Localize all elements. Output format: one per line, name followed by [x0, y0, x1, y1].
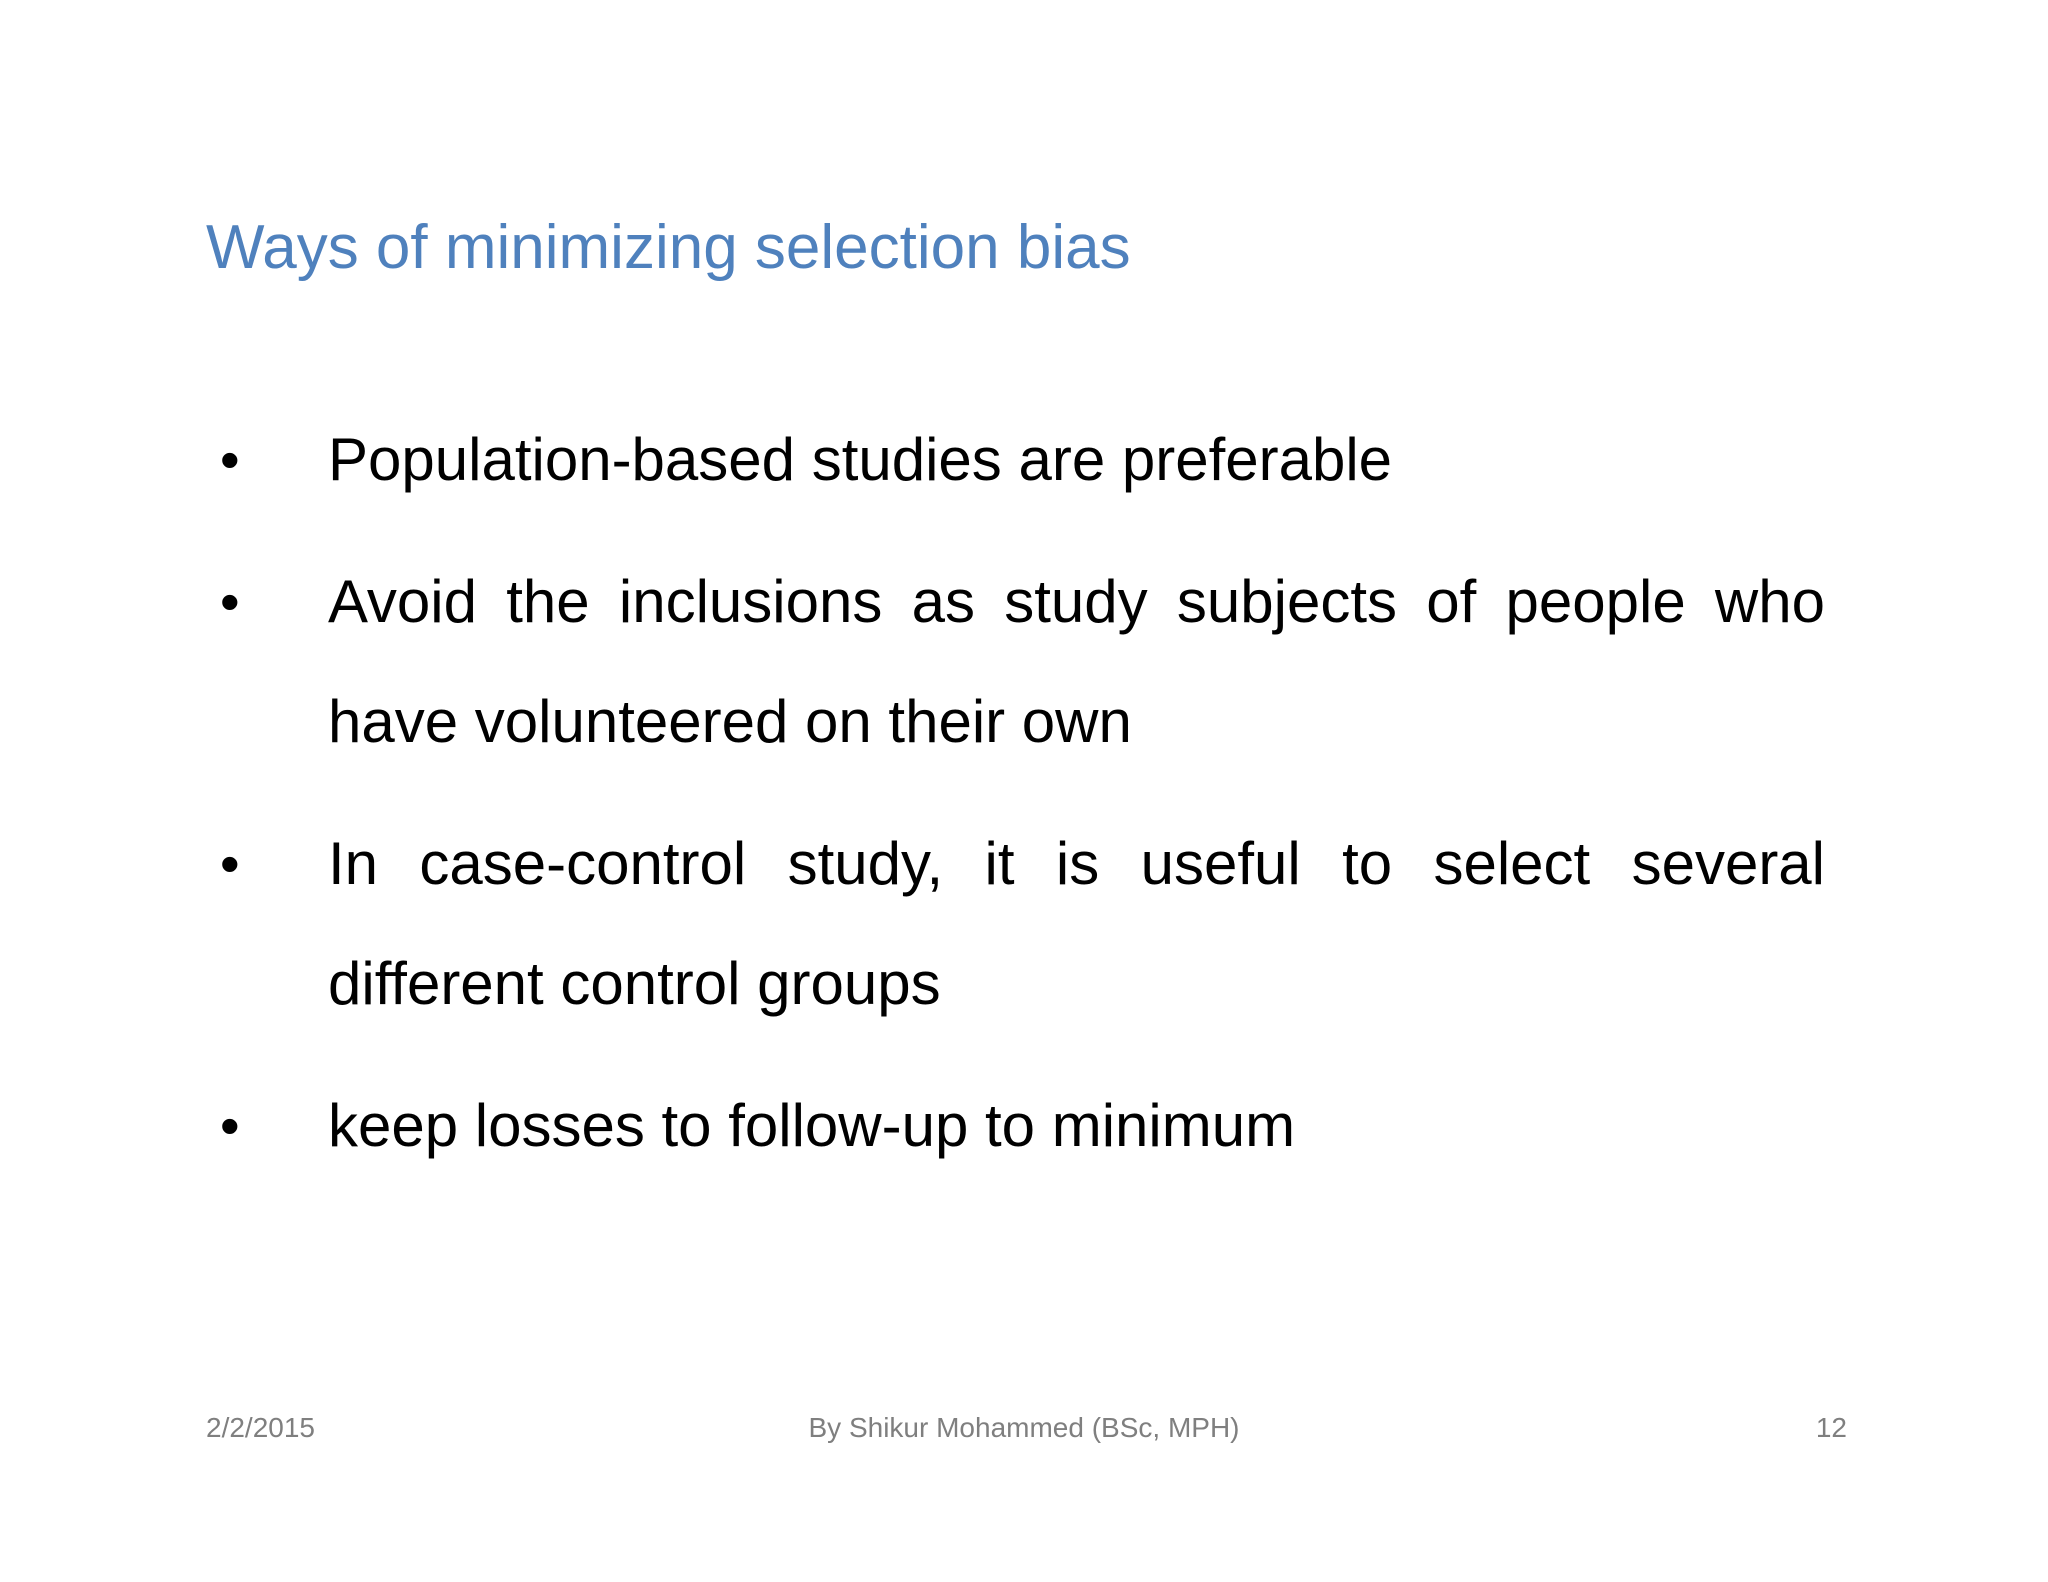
bullet-item: [220, 400, 1825, 520]
bullet-item: [220, 542, 1825, 782]
bullet-text: In case-control study, it is useful to select several different control groups: [328, 830, 1825, 1017]
footer-date: 2/2/2015: [206, 1412, 315, 1443]
footer-author: By Shikur Mohammed (BSc, MPH): [808, 1412, 1240, 1443]
bullet-icon: •: [220, 832, 240, 895]
slide-title: Ways of minimizing selection bias: [206, 213, 1131, 282]
bullet-icon: •: [220, 1094, 240, 1157]
bullet-text: keep losses to follow-up to minimum: [328, 1092, 1296, 1159]
bullet-icon: •: [220, 428, 240, 491]
bullet-text: Population-based studies are preferable: [328, 426, 1393, 493]
footer-page-number: 12: [1815, 1412, 1847, 1443]
bullet-list: [220, 400, 1825, 1208]
bullet-item: [220, 804, 1825, 1044]
bullet-icon: •: [220, 570, 240, 633]
bullet-item: [220, 1066, 1825, 1186]
bullet-text: Avoid the inclusions as study subjects of people who have volunteered on their own: [328, 568, 1825, 755]
